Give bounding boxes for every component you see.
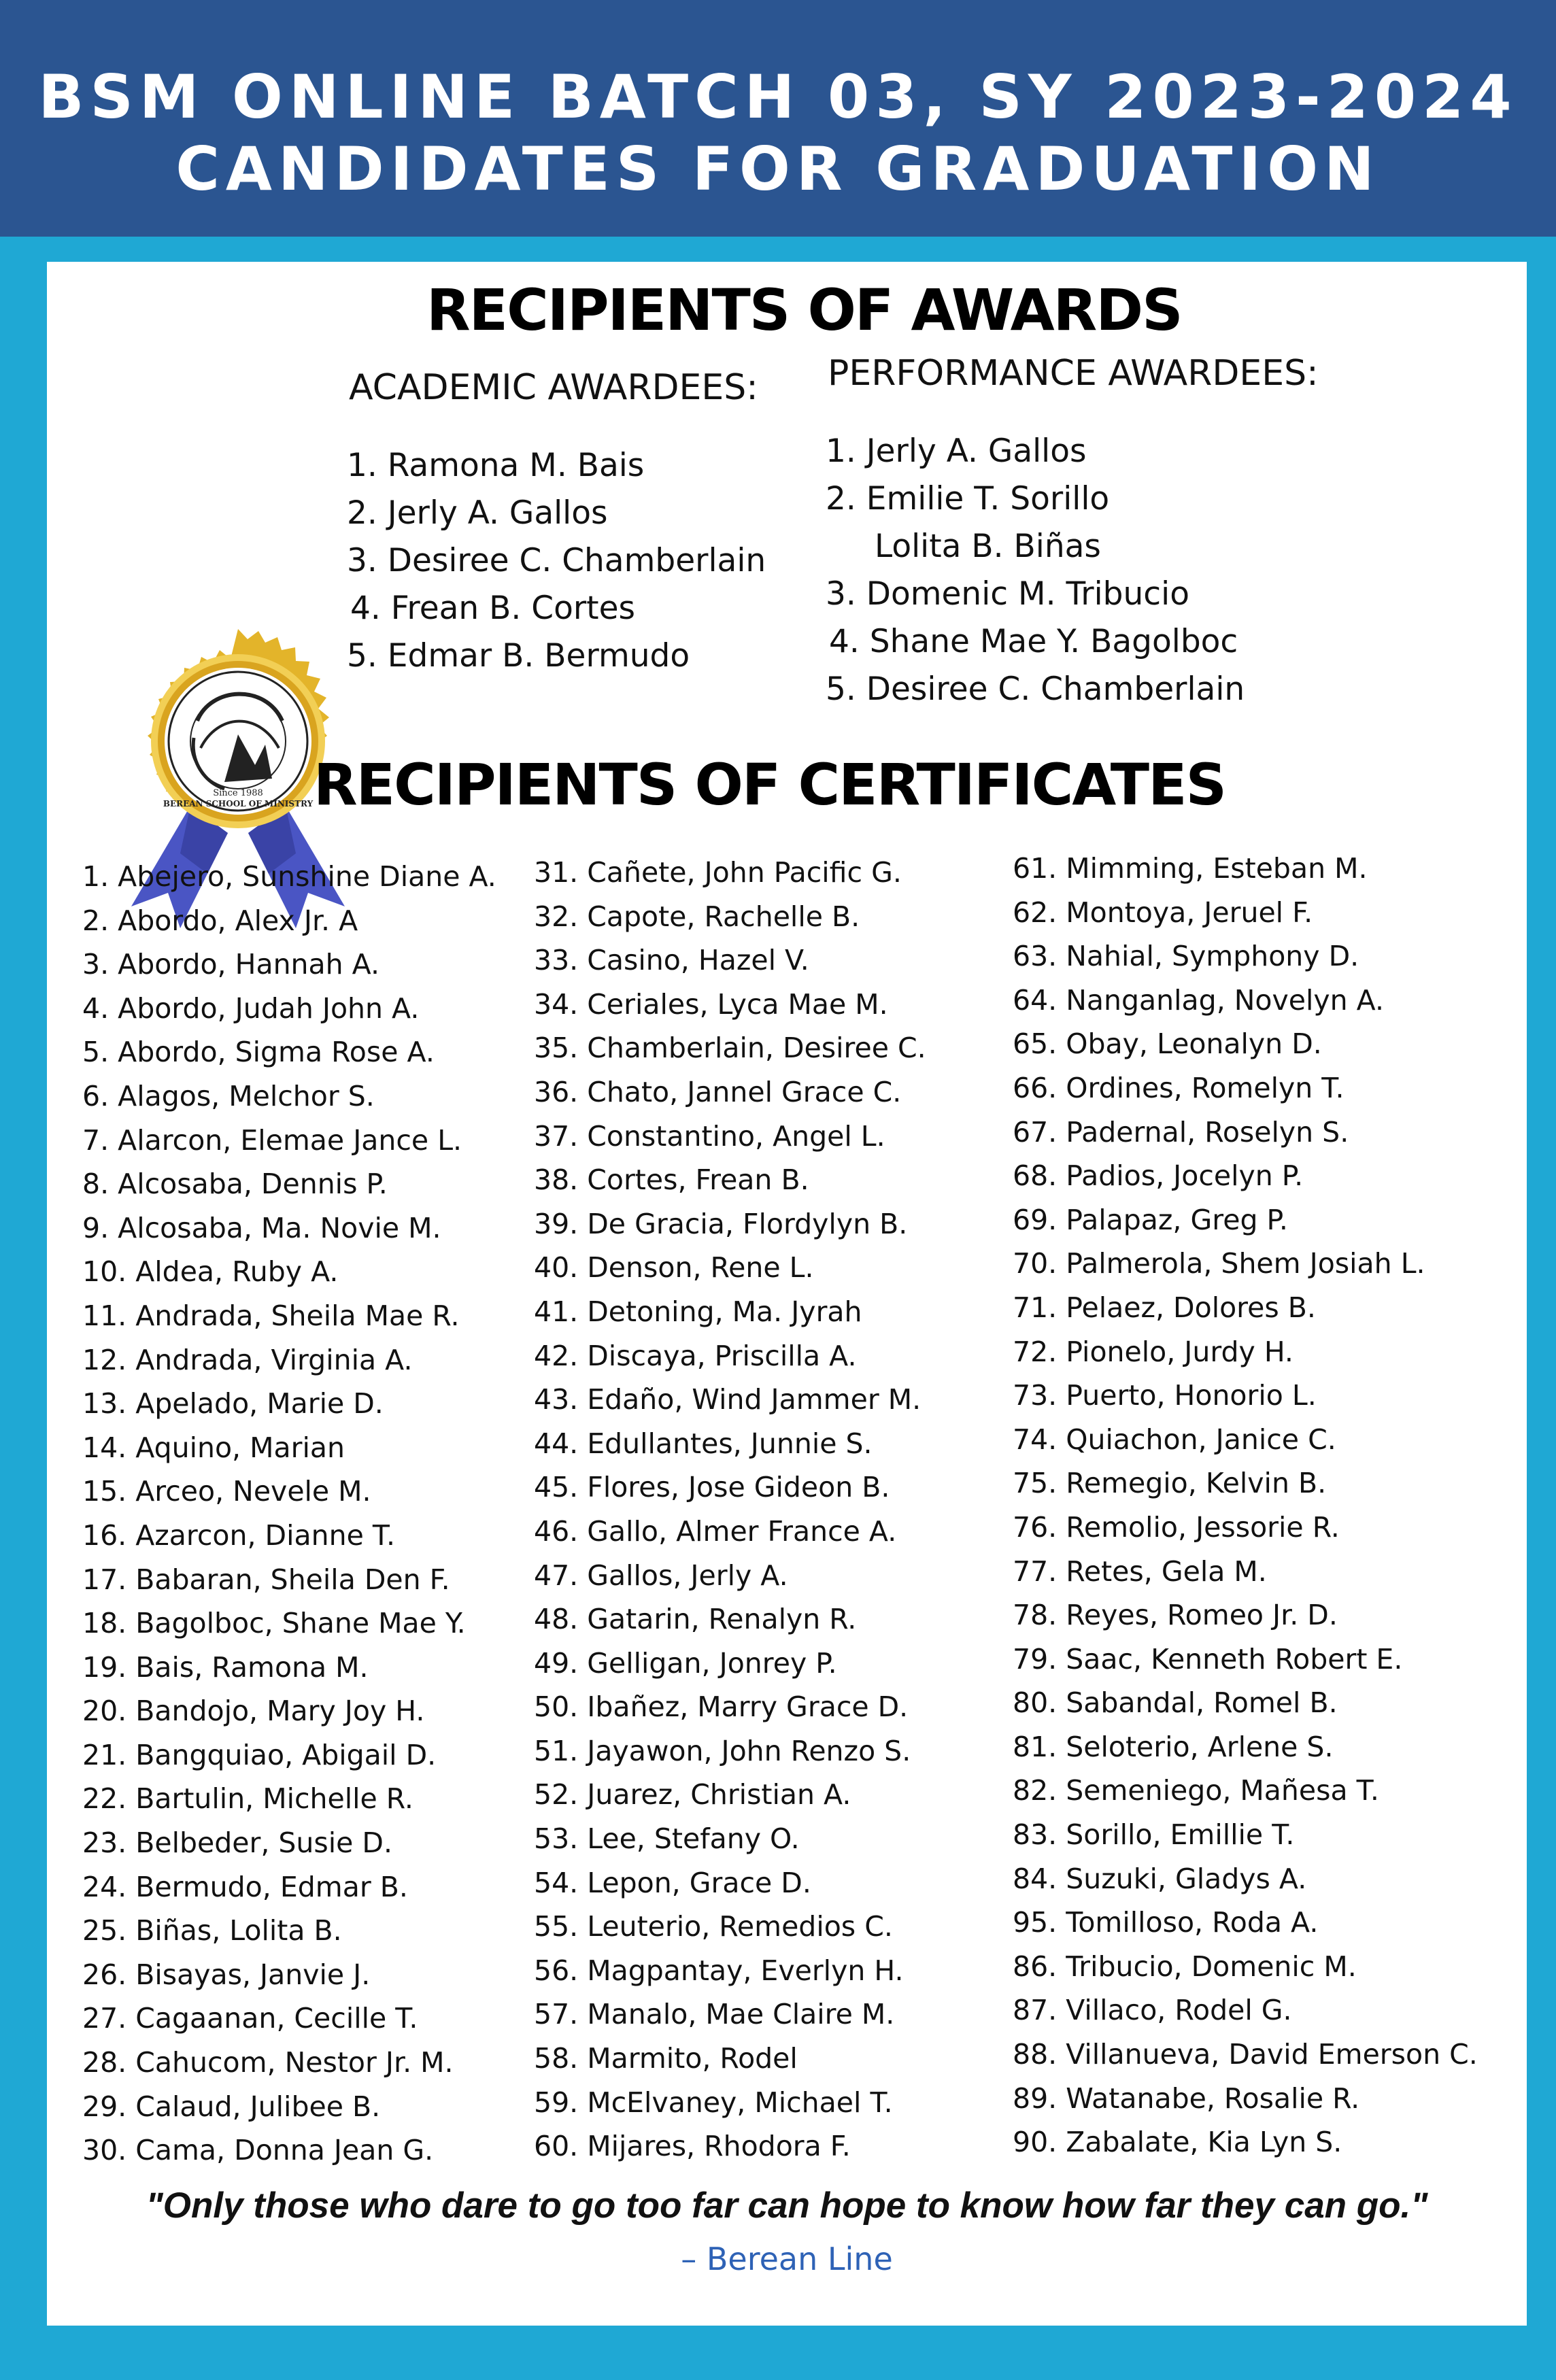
list-item: 11. Andrada, Sheila Mae R. (82, 1299, 460, 1332)
list-item: 62. Montoya, Jeruel F. (1013, 896, 1313, 929)
list-item: 86. Tribucio, Domenic M. (1013, 1950, 1357, 1983)
list-item: 25. Biñas, Lolita B. (82, 1914, 342, 1948)
list-item: 37. Constantino, Angel L. (534, 1119, 885, 1153)
svg-text:Since 1988: Since 1988 (213, 788, 263, 798)
list-item: 77. Retes, Gela M. (1013, 1554, 1267, 1588)
list-item: 34. Ceriales, Lyca Mae M. (534, 987, 888, 1021)
list-item: 87. Villaco, Rodel G. (1013, 1994, 1292, 2027)
academic-awardees-list (347, 442, 766, 680)
list-item: 28. Cahucom, Nestor Jr. M. (82, 2046, 454, 2079)
list-item: 84. Suzuki, Gladys A. (1013, 1862, 1307, 1895)
list-item: 40. Denson, Rene L. (534, 1251, 814, 1285)
list-item: 61. Mimming, Esteban M. (1013, 852, 1368, 885)
certificates-title: RECIPIENTS OF CERTIFICATES (314, 751, 1225, 818)
list-item: 51. Jayawon, John Renzo S. (534, 1734, 911, 1767)
list-item: 7. Alarcon, Elemae Jance L. (82, 1123, 462, 1157)
list-item: 80. Sabandal, Romel B. (1013, 1686, 1338, 1720)
list-item: 53. Lee, Stefany O. (534, 1822, 800, 1856)
list-item: 3. Abordo, Hannah A. (82, 948, 380, 981)
page-header (0, 0, 1556, 237)
list-item: 12. Andrada, Virginia A. (82, 1343, 413, 1376)
closing-quote: "Only those who dare to go too far can hope to know how far they can go." (146, 2186, 1428, 2226)
list-item: 48. Gatarin, Renalyn R. (534, 1603, 857, 1636)
list-item: 22. Bartulin, Michelle R. (82, 1782, 413, 1816)
list-item: 64. Nanganlag, Novelyn A. (1013, 983, 1385, 1017)
list-item: 6. Alagos, Melchor S. (82, 1079, 375, 1112)
list-item: 41. Detoning, Ma. Jyrah (534, 1295, 862, 1328)
list-item: Lolita B. Biñas (875, 528, 1101, 565)
list-item: 26. Bisayas, Janvie J. (82, 1958, 371, 1991)
list-item: 39. De Gracia, Flordylyn B. (534, 1207, 908, 1240)
list-item: 4. Frean B. Cortes (350, 590, 635, 627)
list-item: 59. McElvaney, Michael T. (534, 2086, 893, 2119)
list-item: 13. Apelado, Marie D. (82, 1387, 384, 1421)
list-item: 5. Edmar B. Bermudo (347, 637, 690, 675)
list-item: 50. Ibañez, Marry Grace D. (534, 1690, 909, 1724)
certificates-column-3 (1013, 847, 1478, 2164)
list-item: 45. Flores, Jose Gideon B. (534, 1471, 890, 1504)
list-item: 66. Ordines, Romelyn T. (1013, 1071, 1344, 1104)
list-item: 49. Gelligan, Jonrey P. (534, 1646, 837, 1680)
header-title-line1: BSM ONLINE BATCH 03, SY 2023-2024 (38, 62, 1518, 132)
list-item: 74. Quiachon, Janice C. (1013, 1423, 1336, 1456)
certificates-column-1 (82, 855, 496, 2173)
list-item: 19. Bais, Ramona M. (82, 1650, 369, 1684)
list-item: 4. Shane Mae Y. Bagolboc (829, 623, 1238, 660)
list-item: 68. Padios, Jocelyn P. (1013, 1159, 1304, 1193)
list-item: 35. Chamberlain, Desiree C. (534, 1032, 926, 1065)
list-item: 88. Villanueva, David Emerson C. (1013, 2038, 1478, 2071)
list-item: 30. Cama, Donna Jean G. (82, 2134, 434, 2167)
list-item: 70. Palmerola, Shem Josiah L. (1013, 1247, 1425, 1280)
list-item: 36. Chato, Jannel Grace C. (534, 1075, 902, 1108)
list-item: 32. Capote, Rachelle B. (534, 900, 860, 933)
list-item: 38. Cortes, Frean B. (534, 1163, 809, 1197)
list-item: 15. Arceo, Nevele M. (82, 1475, 371, 1508)
list-item: 81. Seloterio, Arlene S. (1013, 1730, 1334, 1763)
list-item: 60. Mijares, Rhodora F. (534, 2130, 851, 2163)
list-item: 24. Bermudo, Edmar B. (82, 1870, 408, 1903)
list-item: 65. Obay, Leonalyn D. (1013, 1027, 1322, 1061)
performance-heading: PERFORMANCE AWARDEES: (828, 353, 1319, 394)
list-item: 5. Desiree C. Chamberlain (826, 670, 1245, 708)
list-item: 89. Watanabe, Rosalie R. (1013, 2081, 1360, 2115)
academic-heading: ACADEMIC AWARDEES: (349, 367, 758, 408)
list-item: 83. Sorillo, Emillie T. (1013, 1818, 1295, 1852)
list-item: 18. Bagolboc, Shane Mae Y. (82, 1607, 466, 1640)
certificates-column-2 (534, 851, 926, 2169)
list-item: 55. Leuterio, Remedios C. (534, 1910, 893, 1943)
list-item: 90. Zabalate, Kia Lyn S. (1013, 2126, 1342, 2159)
list-item: 16. Azarcon, Dianne T. (82, 1518, 396, 1552)
list-item: 58. Marmito, Rodel (534, 2042, 798, 2075)
list-item: 67. Padernal, Roselyn S. (1013, 1115, 1349, 1149)
list-item: 8. Alcosaba, Dennis P. (82, 1168, 388, 1201)
list-item: 2. Emilie T. Sorillo (826, 480, 1110, 517)
list-item: 1. Abejero, Sunshine Diane A. (82, 860, 496, 893)
list-item: 31. Cañete, John Pacific G. (534, 856, 902, 889)
list-item: 20. Bandojo, Mary Joy H. (82, 1695, 425, 1728)
list-item: 52. Juarez, Christian A. (534, 1778, 851, 1812)
list-item: 42. Discaya, Priscilla A. (534, 1339, 857, 1372)
list-item: 17. Babaran, Sheila Den F. (82, 1563, 450, 1596)
list-item: 21. Bangquiao, Abigail D. (82, 1738, 437, 1771)
list-item: 2. Abordo, Alex Jr. A (82, 904, 358, 937)
list-item: 43. Edaño, Wind Jammer M. (534, 1383, 921, 1416)
list-item: 9. Alcosaba, Ma. Novie M. (82, 1211, 441, 1244)
performance-awardees-list (826, 428, 1245, 713)
awards-title: RECIPIENTS OF AWARDS (426, 277, 1182, 343)
list-item: 1. Ramona M. Bais (347, 447, 645, 484)
list-item: 82. Semeniego, Mañesa T. (1013, 1774, 1379, 1807)
svg-text:BEREAN SCHOOL OF MINISTRY: BEREAN SCHOOL OF MINISTRY (163, 799, 314, 809)
list-item: 1. Jerly A. Gallos (826, 432, 1087, 470)
list-item: 78. Reyes, Romeo Jr. D. (1013, 1599, 1338, 1632)
list-item: 44. Edullantes, Junnie S. (534, 1427, 873, 1460)
list-item: 47. Gallos, Jerly A. (534, 1559, 788, 1592)
list-item: 29. Calaud, Julibee B. (82, 2090, 381, 2123)
list-item: 71. Pelaez, Dolores B. (1013, 1291, 1316, 1324)
list-item: 54. Lepon, Grace D. (534, 1866, 811, 1899)
list-item: 63. Nahial, Symphony D. (1013, 940, 1359, 973)
header-title-line2: CANDIDATES FOR GRADUATION (175, 134, 1381, 204)
list-item: 72. Pionelo, Jurdy H. (1013, 1335, 1293, 1368)
list-item: 14. Aquino, Marian (82, 1431, 345, 1464)
list-item: 33. Casino, Hazel V. (534, 944, 809, 977)
list-item: 2. Jerly A. Gallos (347, 494, 608, 532)
list-item: 73. Puerto, Honorio L. (1013, 1379, 1317, 1412)
list-item: 5. Abordo, Sigma Rose A. (82, 1036, 435, 1069)
content-panel (47, 262, 1527, 2326)
list-item: 3. Desiree C. Chamberlain (347, 542, 766, 579)
list-item: 10. Aldea, Ruby A. (82, 1255, 339, 1289)
list-item: 69. Palapaz, Greg P. (1013, 1203, 1288, 1236)
list-item: 57. Manalo, Mae Claire M. (534, 1998, 895, 2031)
list-item: 75. Remegio, Kelvin B. (1013, 1467, 1327, 1500)
list-item: 56. Magpantay, Everlyn H. (534, 1954, 904, 1987)
list-item: 27. Cagaanan, Cecille T. (82, 2002, 418, 2035)
list-item: 23. Belbeder, Susie D. (82, 1826, 393, 1860)
list-item: 95. Tomilloso, Roda A. (1013, 1906, 1319, 1939)
quote-attribution: – Berean Line (681, 2241, 893, 2277)
list-item: 76. Remolio, Jessorie R. (1013, 1510, 1340, 1544)
list-item: 4. Abordo, Judah John A. (82, 991, 420, 1025)
list-item: 46. Gallo, Almer France A. (534, 1514, 897, 1548)
list-item: 3. Domenic M. Tribucio (826, 575, 1189, 613)
list-item: 79. Saac, Kenneth Robert E. (1013, 1642, 1403, 1676)
